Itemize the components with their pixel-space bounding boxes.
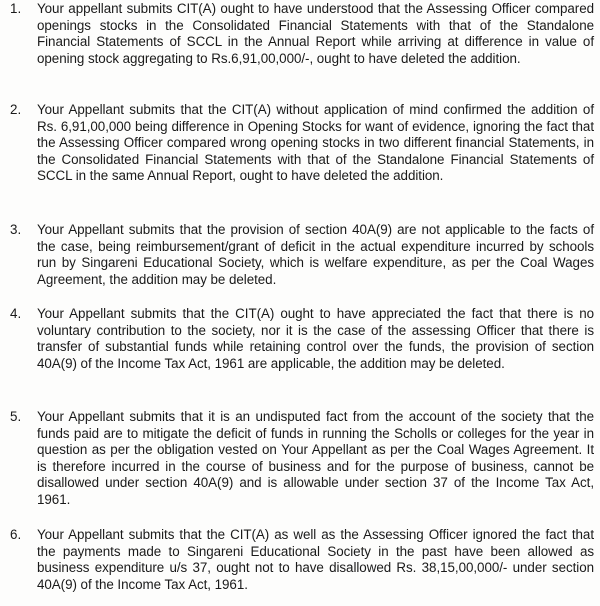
ground-text: Your Appellant submits that it is an undisputed fact from the account of the society that the funds paid are to mitigate the deficit of funds in running the Scholls or colleges for the year in question as per the obligation vested on Your Appellant as per the Coal Wages Agreement. It is therefore incurred in the course of business and for the purpose of business, cannot be disallowed under section 40A(9) and is allowable under section 37 of the Income Tax Act, 1961. xyxy=(37,409,594,507)
ground-text: Your Appellant submits that the CIT(A) ought to have appreciated the fact that there is no voluntary contribution to the society, nor it is the case of the assessing Officer that there is transfer of substantial funds while retaining control over the funds, the provision of section 40A(9) of the Income Tax Act, 1961 are applicable, the addition may be deleted. xyxy=(37,306,594,371)
ground-number: 3. xyxy=(10,222,22,237)
ground-text: Your Appellant submits that the provision of section 40A(9) are not applicable to the facts of the case, being reimbursement/grant of deficit in the actual expenditure incurred by schools run by Singareni Educational Society, which is welfare expenditure, as per the Coal Wages Agreement, the addition may be deleted. xyxy=(37,222,594,287)
ground-number: 5. xyxy=(10,409,22,424)
ground-number: 1. xyxy=(10,1,22,16)
ground-number: 2. xyxy=(10,102,22,117)
ground-number: 6. xyxy=(10,527,22,542)
ground-text: Your Appellant submits that the CIT(A) without application of mind confirmed the addition of Rs. 6,91,00,000 being difference in Opening Stocks for want of evidence, ignoring the fact that the Assessing Officer compared wrong opening stocks in two different financial Statements, in the Consolidated Financial Statements with that of the Standalone Financial Statements of SCCL in the same Annual Report, ought to have deleted the addition. xyxy=(37,102,594,184)
ground-text: Your appellant submits CIT(A) ought to have understood that the Assessing Officer compared openings stocks in the Consolidated Financial Statements with that of the Standalone Financial Statements of SCCL in the Annual Report while arriving at difference in value of opening stock aggregating to Rs.6,91,00,000/-, ought to have deleted the addition. xyxy=(37,1,594,66)
ground-number: 4. xyxy=(10,306,22,321)
ground-text: Your Appellant submits that the CIT(A) as well as the Assessing Officer ignored the fact that the payments made to Singareni Educational Society in the past have been allowed as business expenditure u/s 37, ought not to have disallowed Rs. 38,15,00,000/- under section 40A(9) of the Income Tax Act, 1961. xyxy=(37,527,594,592)
